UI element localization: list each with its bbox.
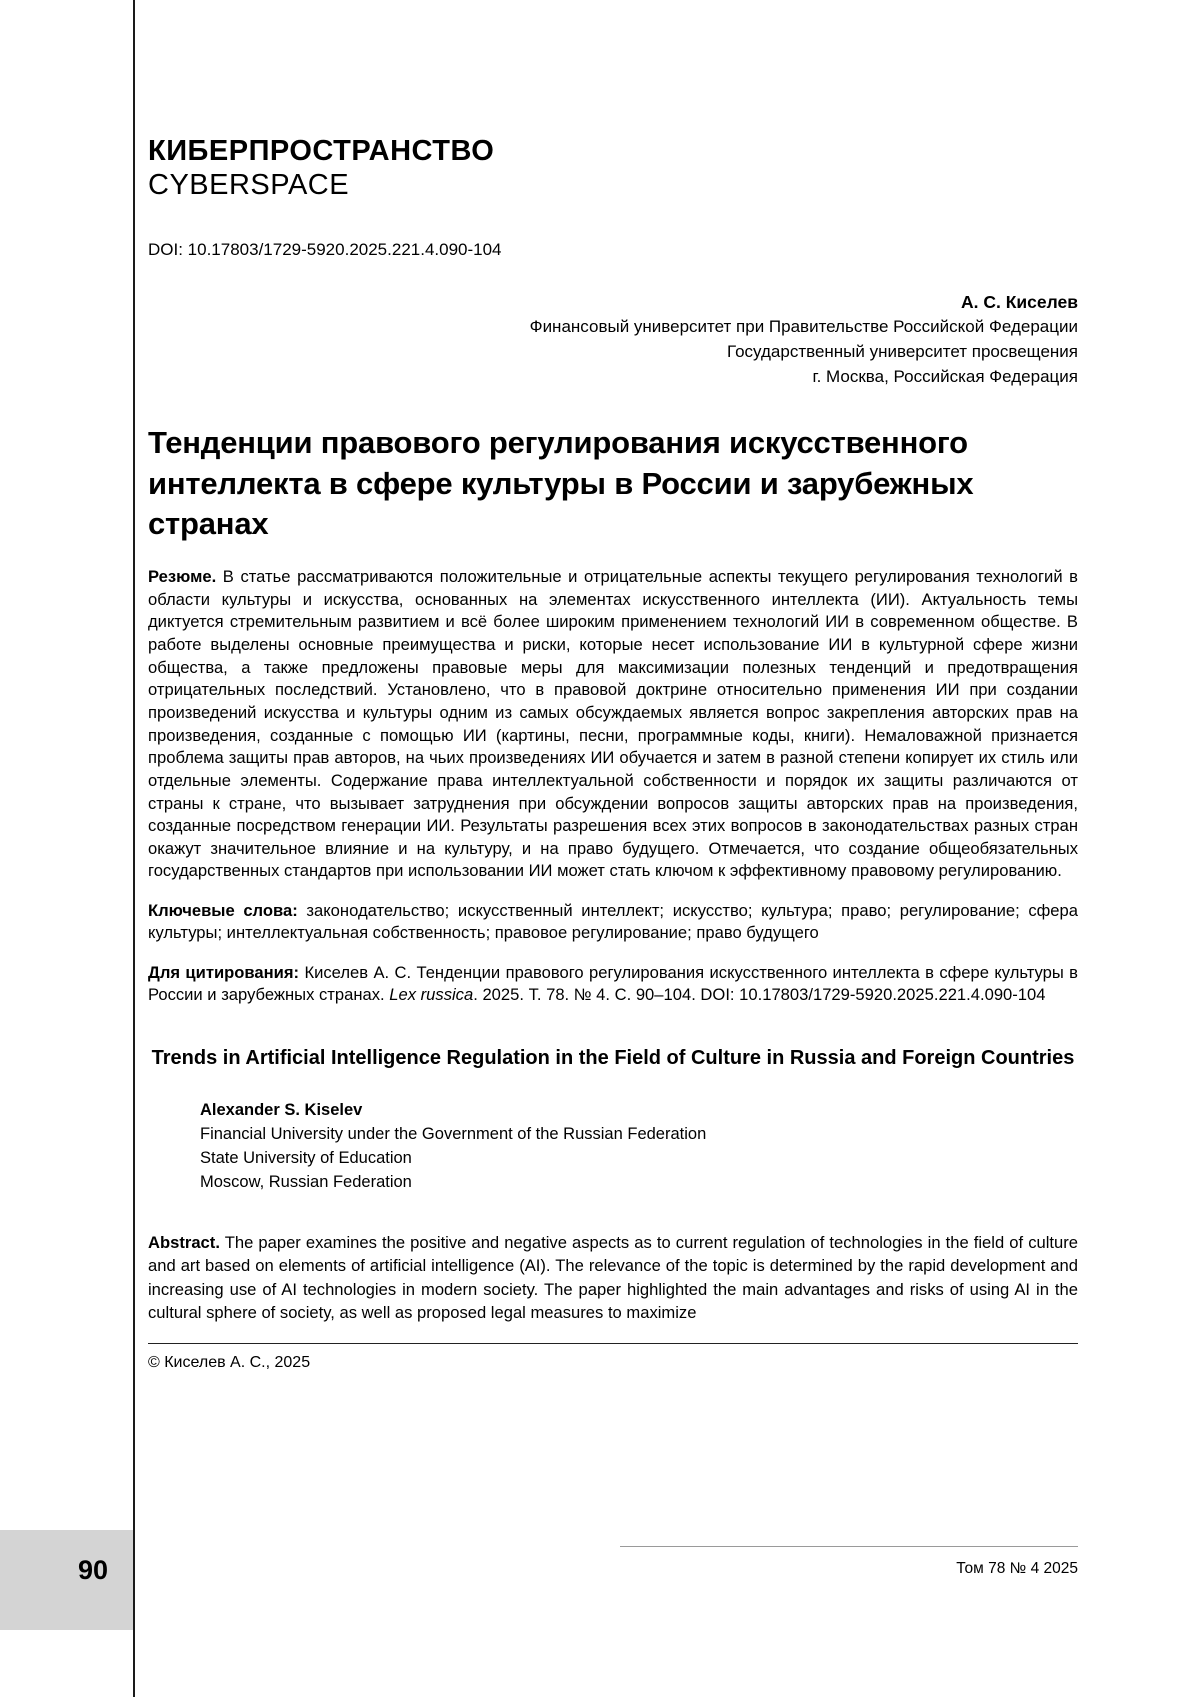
- footer-volume-info: Том 78 № 4 2025: [956, 1560, 1078, 1577]
- author-block-ru: [148, 290, 1078, 389]
- author-name-en: Alexander S. Kiselev: [200, 1100, 363, 1119]
- citation-label-ru: Для цитирования:: [148, 962, 300, 982]
- page-title: Тенденции правового регулирования искусственного интеллекта в сфере культуры в России и зарубежных странах: [148, 425, 974, 541]
- abstract-ru: [148, 566, 1078, 883]
- author-city-ru: г. Москва, Российская Федерация: [812, 366, 1078, 386]
- citation-text-part2: . 2025. Т. 78. № 4. С. 90–104. DOI: 10.17803/1729-5920.2025.221.4.090-104: [473, 985, 1046, 1005]
- article-title-en: Trends in Artificial Intelligence Regulation in the Field of Culture in Russia and Foreign Countries: [151, 1046, 1075, 1069]
- citation-text-part1: Киселев А. С. Тенденции правового регулирования искусственного интеллекта в сфере культуры в России и зарубежных странах.: [148, 962, 1078, 1005]
- abstract-label-en: Abstract.: [148, 1232, 220, 1252]
- copyright-notice: © Киселев А. С., 2025: [148, 1353, 311, 1371]
- author-affiliation-2-ru: Государственный университет просвещения: [727, 341, 1078, 361]
- page-content: [148, 0, 1078, 1372]
- author-affiliation-1-en: Financial University under the Government of the Russian Federation: [200, 1124, 707, 1143]
- abstract-label-ru: Резюме.: [148, 567, 217, 587]
- author-name-ru: А. С. Киселев: [960, 291, 1078, 312]
- copyright-divider: [148, 1343, 1078, 1344]
- keywords-text-ru: законодательство; искусственный интеллект; искусство; культура; право; регулирование; сфера культуры; интеллектуальная собственность; правовое регулирование; право будущего: [148, 900, 1078, 943]
- author-block-en: [200, 1099, 1078, 1195]
- journal-section-title-ru: КИБЕРПРОСТРАНСТВО: [148, 135, 495, 167]
- author-affiliation-2-en: State University of Education: [200, 1148, 412, 1167]
- keywords-ru: [148, 900, 1078, 945]
- abstract-text-ru: В статье рассматриваются положительные и отрицательные аспекты текущего регулирования технологий в области культуры и искусства, основанных на элементах искусственного интеллекта (ИИ). Актуальность темы диктуется стремительным развитием и всё более широким применением технологий ИИ в современном обществе. В работе выделены основные преимущества и риски, которые несет использование ИИ в культурной сфере жизни общества, а также предложены правовые меры для максимизации полезных тенденций и предотвращения отрицательных последствий. Установлено, что в правовой доктрине относительно применения ИИ при создании произведений искусства и культуры одним из самых обсуждаемых является вопрос закрепления авторских прав на произведения, созданные с помощью ИИ (картины, песни, программные коды, книги). Немаловажной признается проблема защиты прав авторов, на чьих произведениях ИИ обучается и затем в разной степени копирует их стиль или отдельные элементы. Содержание права интеллектуальной собственности и порядок их защиты различаются от страны к стране, что вызывает затруднения при обсуждении вопросов защиты авторских прав на произведения, созданные посредством генерации ИИ. Результаты разрешения всех этих вопросов в законодательствах разных стран окажут значительное влияние и на культуру, и на право будущего. Отмечается, что создание общеобязательных государственных стандартов при использовании ИИ может стать ключом к эффективному правовому регулированию.: [148, 567, 1078, 881]
- abstract-text-en: The paper examines the positive and negative aspects as to current regulation of technologies in the field of culture and art based on elements of artificial intelligence (AI). The relevance of the topic is determined by the rapid development and increasing use of AI technologies in modern society. The paper highlighted the main advantages and risks of using AI in the cultural sphere of society, as well as proposed legal measures to maximize: [148, 1232, 1078, 1323]
- doi-line: DOI: 10.17803/1729-5920.2025.221.4.090-104: [148, 239, 502, 259]
- citation-ru: [148, 962, 1078, 1007]
- citation-journal-name: Lex russica: [389, 985, 474, 1005]
- footer-divider: [620, 1546, 1078, 1547]
- page-number: 90: [78, 1555, 109, 1585]
- author-city-en: Moscow, Russian Federation: [200, 1172, 412, 1191]
- author-affiliation-1-ru: Финансовый университет при Правительстве Российской Федерации: [529, 317, 1078, 337]
- left-vertical-rule: [133, 0, 135, 1697]
- journal-section-title-en: CYBERSPACE: [148, 169, 350, 202]
- page-footer: [0, 1530, 1200, 1630]
- abstract-en: [148, 1231, 1078, 1325]
- keywords-label-ru: Ключевые слова:: [148, 900, 298, 920]
